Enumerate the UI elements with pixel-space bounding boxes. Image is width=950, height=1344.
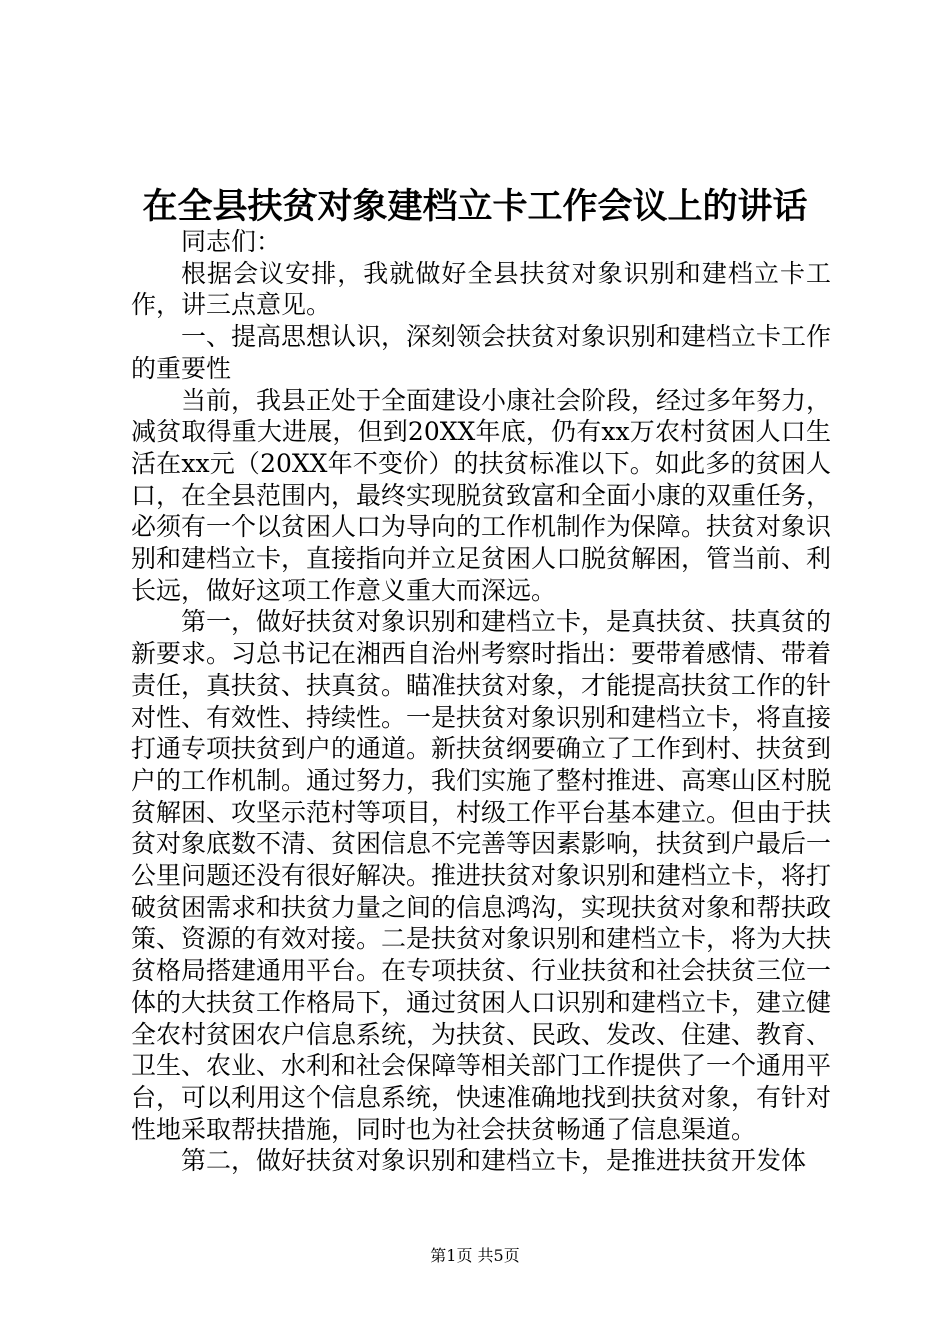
body-paragraph: 第一，做好扶贫对象识别和建档立卡，是真扶贫、扶真贫的新要求。习总书记在湘西自治州考察时指出：要带着感情、带着责任，真扶贫、扶真贫。瞄准扶贫对象，才能提高扶贫工作的针对性、有效性、持续性。一是扶贫对象识别和建档立卡，将直接打通专项扶贫到户的通道。新扶贫纲要确立了工作到村、扶贫到户的工作机制。通过努力，我们实施了整村推进、高寒山区村脱贫解困、攻坚示范村等项目，村级工作平台基本建立。但由于扶贫对象底数不清、贫困信息不完善等因素影响，扶贫到户最后一公里问题还没有很好解决。推进扶贫对象识别和建档立卡，将打破贫困需求和扶贫力量之间的信息鸿沟，实现扶贫对象和帮扶政策、资源的有效对接。二是扶贫对象识别和建档立卡，将为大扶贫格局搭建通用平台。在专项扶贫、行业扶贫和社会扶贫三位一体的大扶贫工作格局下，通过贫困人口识别和建档立卡，建立健全农村贫困农户信息系统，为扶贫、民政、发改、住建、教育、卫生、农业、水利和社会保障等相关部门工作提供了一个通用平台，可以利用这个信息系统，快速准确地找到扶贫对象，有针对性地采取帮扶措施，同时也为社会扶贫畅通了信息渠道。 — [131, 607, 832, 1144]
body-paragraph: 第二，做好扶贫对象识别和建档立卡，是推进扶贫开发体 — [181, 1146, 807, 1176]
intro-paragraph: 根据会议安排，我就做好全县扶贫对象识别和建档立卡工作，讲三点意见。 — [131, 258, 831, 320]
document-title: 在全县扶贫对象建档立卡工作会议上的讲话 — [142, 186, 808, 227]
page-footer: 第1页 共5页 — [430, 1246, 520, 1265]
document-body — [131, 226, 831, 1177]
section-heading-1: 一、提高思想认识，深刻领会扶贫对象识别和建档立卡工作的重要性 — [131, 322, 832, 383]
body-paragraph: 当前，我县正处于全面建设小康社会阶段，经过多年努力，减贫取得重大进展，但到20XX年底，仍有xx万农村贫困人口生活在xx元（20XX年不变价）的扶贫标准以下。如此多的贫困人口，在全县范围内，最终实现脱贫致富和全面小康的双重任务，必须有一个以贫困人口为导向的工作机制作为保障。扶贫对象识别和建档立卡，直接指向并立足贫困人口脱贫解困，管当前、利长远，做好这项工作意义重大而深远。 — [131, 385, 832, 605]
salutation-paragraph: 同志们： — [181, 227, 282, 256]
